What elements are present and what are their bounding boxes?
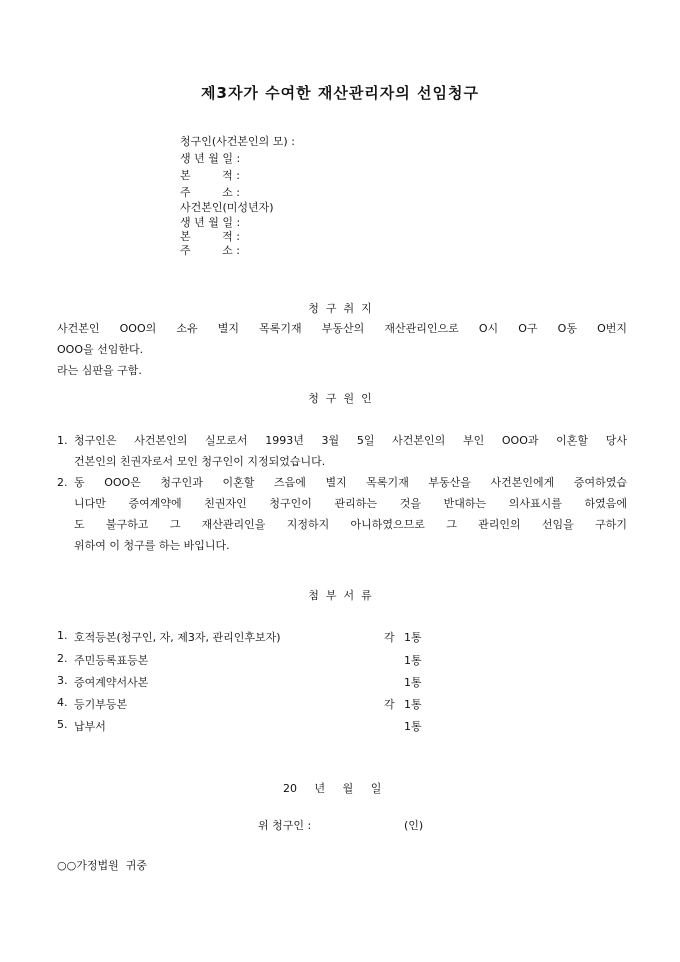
claimant-info [180, 133, 295, 258]
attachment-label: 증여계약서사본 [74, 676, 149, 689]
item-number: 2. [57, 652, 68, 665]
attachment-label: 등기부등본 [74, 698, 128, 711]
purpose-line: OOO을 선임한다. [57, 343, 144, 356]
cause-line: 동 OOO은 청구인과 이혼할 즈음에 별지 목록기재 부동산을 사건본인에게 증여하였습 [74, 476, 627, 489]
seal-mark: (인) [404, 819, 424, 832]
purpose-heading: 청 구 취 지 [308, 302, 372, 315]
purpose-line: 라는 심판을 구함. [57, 364, 142, 377]
cause-line: 청구인은 사건본인의 실모로서 1993년 3월 5일 사건본인의 부인 OOO과 이혼할 당사 [74, 434, 627, 447]
info-line: 청구인(사건본인의 모) : [180, 135, 295, 148]
info-line: 사건본인(미성년자) [180, 201, 274, 214]
attachment-row [57, 718, 437, 738]
info-line: 생 년 월 일 : [180, 216, 241, 229]
attachment-row [57, 629, 437, 649]
info-line: 본 적 : [180, 230, 240, 243]
cause-item-2 [57, 472, 627, 556]
cause-line: 니다만 증여계약에 친권자인 청구인이 관리하는 것을 반대하는 의사표시를 하였음에 [74, 497, 627, 510]
attachment-each: 각 [384, 698, 395, 711]
attachment-count: 1통 [404, 676, 422, 689]
attachment-count: 1통 [404, 654, 422, 667]
court-name: ○○가정법원 귀중 [57, 859, 147, 872]
info-line: 생 년 월 일 : [180, 152, 241, 165]
date-line: 20 년 월 일 [283, 782, 382, 795]
attachment-label: 주민등록표등본 [74, 654, 149, 667]
purpose-section [57, 318, 627, 381]
attachment-row [57, 674, 437, 694]
attachment-row [57, 696, 437, 716]
item-number: 5. [57, 718, 68, 731]
attachment-row [57, 652, 437, 672]
signature-label: 위 청구인 : [258, 819, 312, 832]
document-title: 제3자가 수여한 재산관리자의 선임청구 [201, 84, 479, 102]
info-line: 본 적 : [180, 169, 240, 182]
attachment-count: 1통 [404, 631, 422, 644]
cause-section [57, 430, 627, 556]
cause-heading: 청 구 원 인 [308, 392, 372, 405]
attachments-heading: 첨 부 서 류 [308, 589, 372, 602]
cause-item-1 [57, 430, 627, 472]
cause-line: 위하여 이 청구를 하는 바입니다. [74, 539, 230, 552]
item-number: 1. [57, 434, 68, 447]
purpose-line: 사건본인 OOO의 소유 별지 목록기재 부동산의 재산관리인으로 O시 O구 O동 O번지 [57, 322, 627, 335]
item-number: 1. [57, 629, 68, 642]
info-line: 주 소 : [180, 186, 240, 199]
item-number: 4. [57, 696, 68, 709]
attachment-label: 호적등본(청구인, 자, 제3자, 관리인후보자) [74, 631, 281, 644]
info-line: 주 소 : [180, 244, 240, 257]
item-number: 2. [57, 476, 68, 489]
item-number: 3. [57, 674, 68, 687]
attachment-count: 1통 [404, 720, 422, 733]
attachment-each: 각 [384, 631, 395, 644]
cause-line: 도 불구하고 그 재산관리인을 지정하지 아니하였으므로 그 관리인의 선임을 구하기 [74, 518, 627, 531]
attachment-count: 1통 [404, 698, 422, 711]
cause-line: 건본인의 친권자로서 모인 청구인이 지정되었습니다. [74, 455, 326, 468]
attachment-label: 납부서 [74, 720, 106, 733]
